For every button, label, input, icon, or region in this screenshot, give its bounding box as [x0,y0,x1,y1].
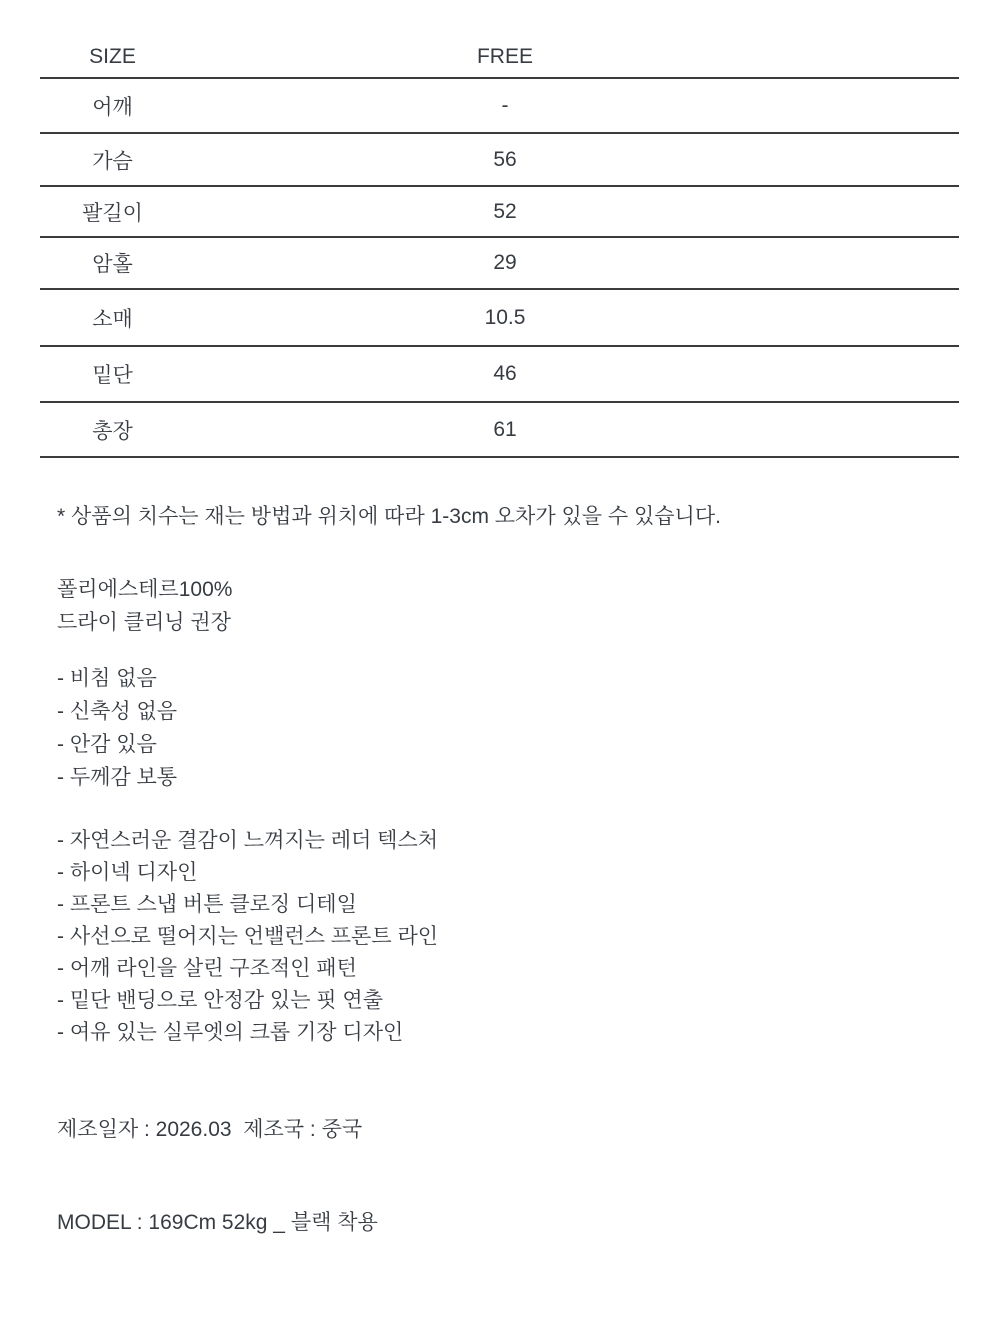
row-value: 56 [493,147,517,171]
row-label: 소매 [92,307,133,331]
row-label: 팔길이 [82,201,143,225]
list-item: - 두께감 보통 [57,766,178,789]
list-item: - 사선으로 떨어지는 언밸런스 프론트 라인 [57,925,439,948]
fabric-line: 드라이 클리닝 권장 [57,611,231,634]
manufacture-info: 제조일자 : 2026.03 제조국 : 중국 [57,1118,363,1141]
table-row [40,290,959,347]
row-value: 52 [493,199,517,223]
row-label: 어깨 [92,95,133,119]
row-label: 가슴 [92,149,133,173]
list-item: - 자연스러운 결감이 느껴지는 레더 텍스처 [57,829,439,852]
size-table-header-row [40,36,959,79]
list-item: - 어깨 라인을 살린 구조적인 패턴 [57,957,357,980]
row-value: - [501,93,509,117]
fabric-properties-list [57,662,960,794]
table-row [40,403,959,458]
list-item: - 신축성 없음 [57,700,178,723]
table-row [40,79,959,134]
measurement-note: * 상품의 치수는 재는 방법과 위치에 따라 1-3cm 오차가 있을 수 있습니다. [57,505,721,528]
table-row [40,187,959,238]
row-value: 10.5 [484,305,526,329]
table-row [40,347,959,403]
table-row [40,134,959,187]
row-label: 총장 [92,419,133,443]
model-info: MODEL : 169Cm 52kg _ 블랙 착용 [57,1211,378,1234]
row-label: 암홀 [92,253,133,276]
row-label: 밑단 [92,364,133,387]
size-table-header-free: FREE [476,44,533,68]
list-item: - 하이넥 디자인 [57,861,198,884]
list-item: - 밑단 밴딩으로 안정감 있는 핏 연출 [57,989,384,1012]
row-value: 61 [493,417,517,441]
row-value: 46 [493,362,517,385]
list-item: - 비침 없음 [57,667,157,690]
list-item: - 프론트 스냅 버튼 클로징 디테일 [57,893,357,916]
design-features-list [57,825,960,1049]
fabric-info [57,573,960,639]
size-table [40,36,959,458]
list-item: - 여유 있는 실루엣의 크롭 기장 디자인 [57,1021,404,1044]
fabric-line: 폴리에스테르100% [57,578,233,601]
table-row [40,238,959,290]
row-value: 29 [493,251,517,274]
size-table-header-size: SIZE [89,44,136,68]
list-item: - 안감 있음 [57,733,157,756]
product-details [57,502,960,1238]
